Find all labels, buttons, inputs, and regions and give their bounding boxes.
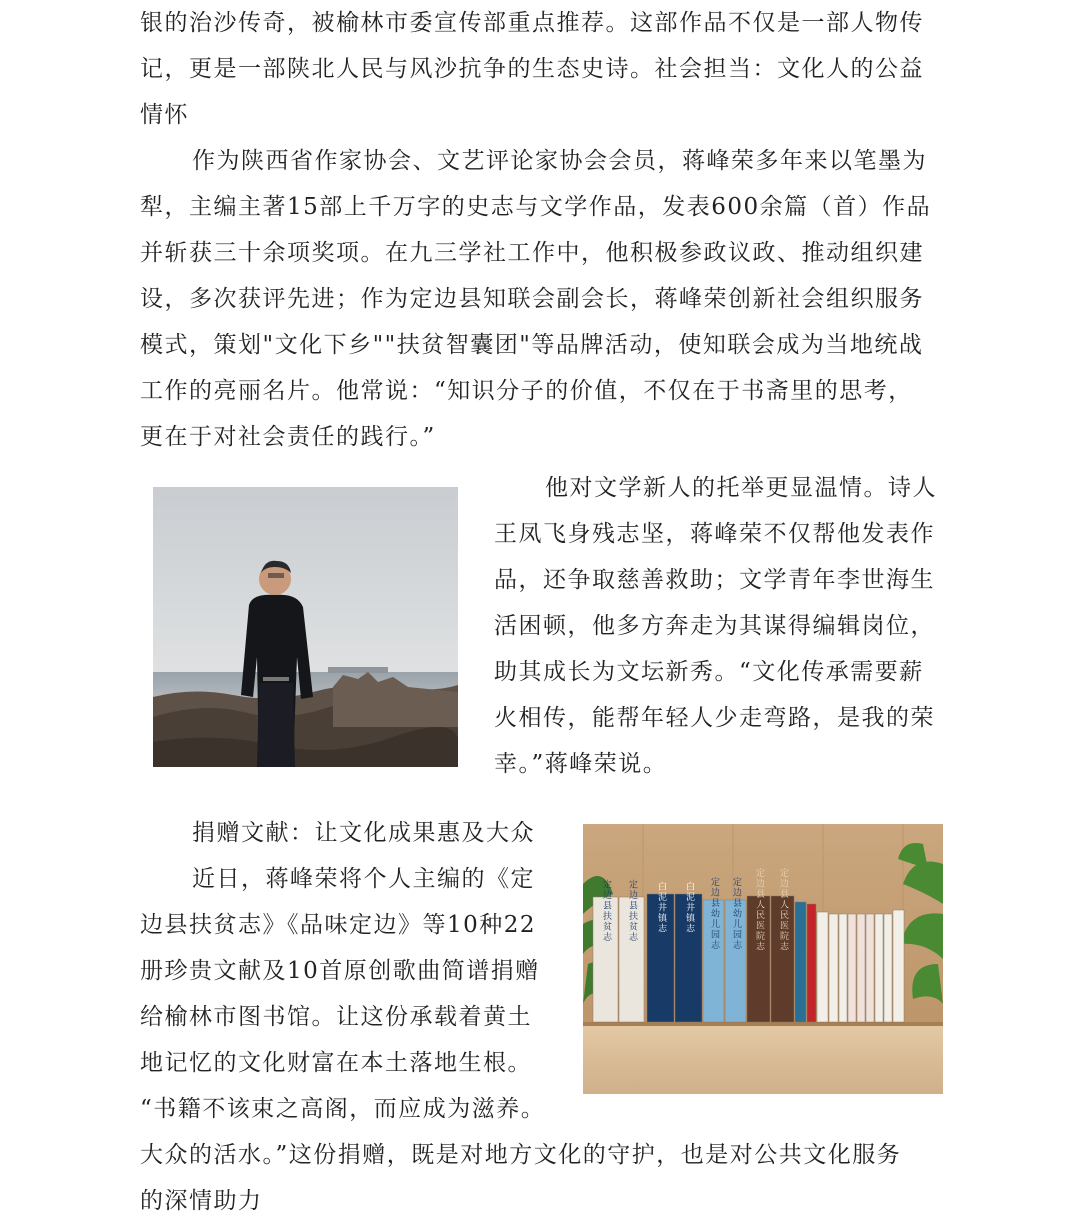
book-spine-title: 定边县扶贫志	[627, 879, 637, 943]
text-line: 更在于对社会责任的践行。”	[140, 424, 436, 450]
text-line: 边县扶贫志》《品味定边》等10种22	[140, 912, 537, 938]
book-spine	[884, 914, 892, 1022]
book-spine	[848, 914, 856, 1022]
text-line: 工作的亮丽名片。他常说：“知识分子的价值，不仅在于书斋里的思考，	[140, 378, 913, 404]
book-spine	[817, 912, 828, 1022]
book-spine-title: 定边县人民医院志	[754, 868, 764, 952]
book-spine	[829, 914, 838, 1022]
book-spine	[893, 910, 904, 1022]
text-line: 册珍贵文献及10首原创歌曲简谱捐赠	[140, 958, 540, 984]
book-spine	[839, 914, 847, 1022]
book-spine	[875, 914, 883, 1022]
text-line: 活困顿，他多方奔走为其谋得编辑岗位，	[494, 613, 935, 639]
text-line: 的深情助力	[140, 1188, 263, 1214]
book-spine	[795, 902, 806, 1022]
text-line: 银的治沙传奇，被榆林市委宣传部重点推荐。这部作品不仅是一部人物传	[140, 10, 924, 36]
text-line: 品，还争取慈善救助；文学青年李世海生	[494, 567, 935, 593]
text-line: 模式，策划"文化下乡""扶贫智囊团"等品牌活动，使知联会成为当地统战	[140, 332, 924, 358]
text-line: 幸。”蒋峰荣说。	[494, 751, 668, 777]
text-line: 地记忆的文化财富在本土落地生根。	[140, 1050, 532, 1076]
book-spine	[807, 904, 816, 1022]
text-line: 并斩获三十余项奖项。在九三学社工作中，他积极参政议政、推动组织建	[140, 240, 924, 266]
book-spine	[866, 914, 874, 1022]
text-line: 设，多次获评先进；作为定边县知联会副会长，蒋峰荣创新社会组织服务	[140, 286, 924, 312]
book-spine-title: 定边县幼儿园志	[709, 877, 719, 951]
section-heading: 捐赠文献：让文化成果惠及大众	[192, 820, 535, 846]
book-spine-title: 定边县人民医院志	[778, 868, 788, 952]
text-line: 情怀	[140, 102, 189, 128]
text-line: 记，更是一部陕北人民与风沙抗争的生态史诗。社会担当：文化人的公益	[140, 56, 924, 82]
text-line: 王凤飞身残志坚，蒋峰荣不仅帮他发表作	[494, 521, 935, 547]
book-spine-title: 定边县扶贫志	[601, 879, 611, 943]
text-line: 给榆林市图书馆。让这份承载着黄土	[140, 1004, 532, 1030]
portrait-photo	[153, 487, 458, 767]
donated-books-photo	[583, 824, 943, 1094]
book-spine-title: 定边县幼儿园志	[731, 877, 741, 951]
text-line: 作为陕西省作家协会、文艺评论家协会会员，蒋峰荣多年来以笔墨为	[192, 148, 927, 174]
book-spine	[857, 914, 865, 1022]
book-spine-title: 白泥井镇志	[656, 881, 666, 935]
text-line: 犁，主编主著15部上千万字的史志与文学作品，发表600余篇（首）作品	[140, 194, 932, 220]
text-line: 近日，蒋峰荣将个人主编的《定	[192, 866, 535, 892]
text-line: “书籍不该束之高阁，而应成为滋养。	[140, 1096, 546, 1122]
book-spine-title: 白泥井镇志	[684, 881, 694, 935]
text-line: 大众的活水。”这份捐赠，既是对地方文化的守护，也是对公共文化服务	[140, 1142, 902, 1168]
text-line: 他对文学新人的托举更显温情。诗人	[545, 475, 937, 501]
text-line: 助其成长为文坛新秀。“文化传承需要薪	[494, 659, 924, 685]
text-line: 火相传，能帮年轻人少走弯路，是我的荣	[494, 705, 935, 731]
